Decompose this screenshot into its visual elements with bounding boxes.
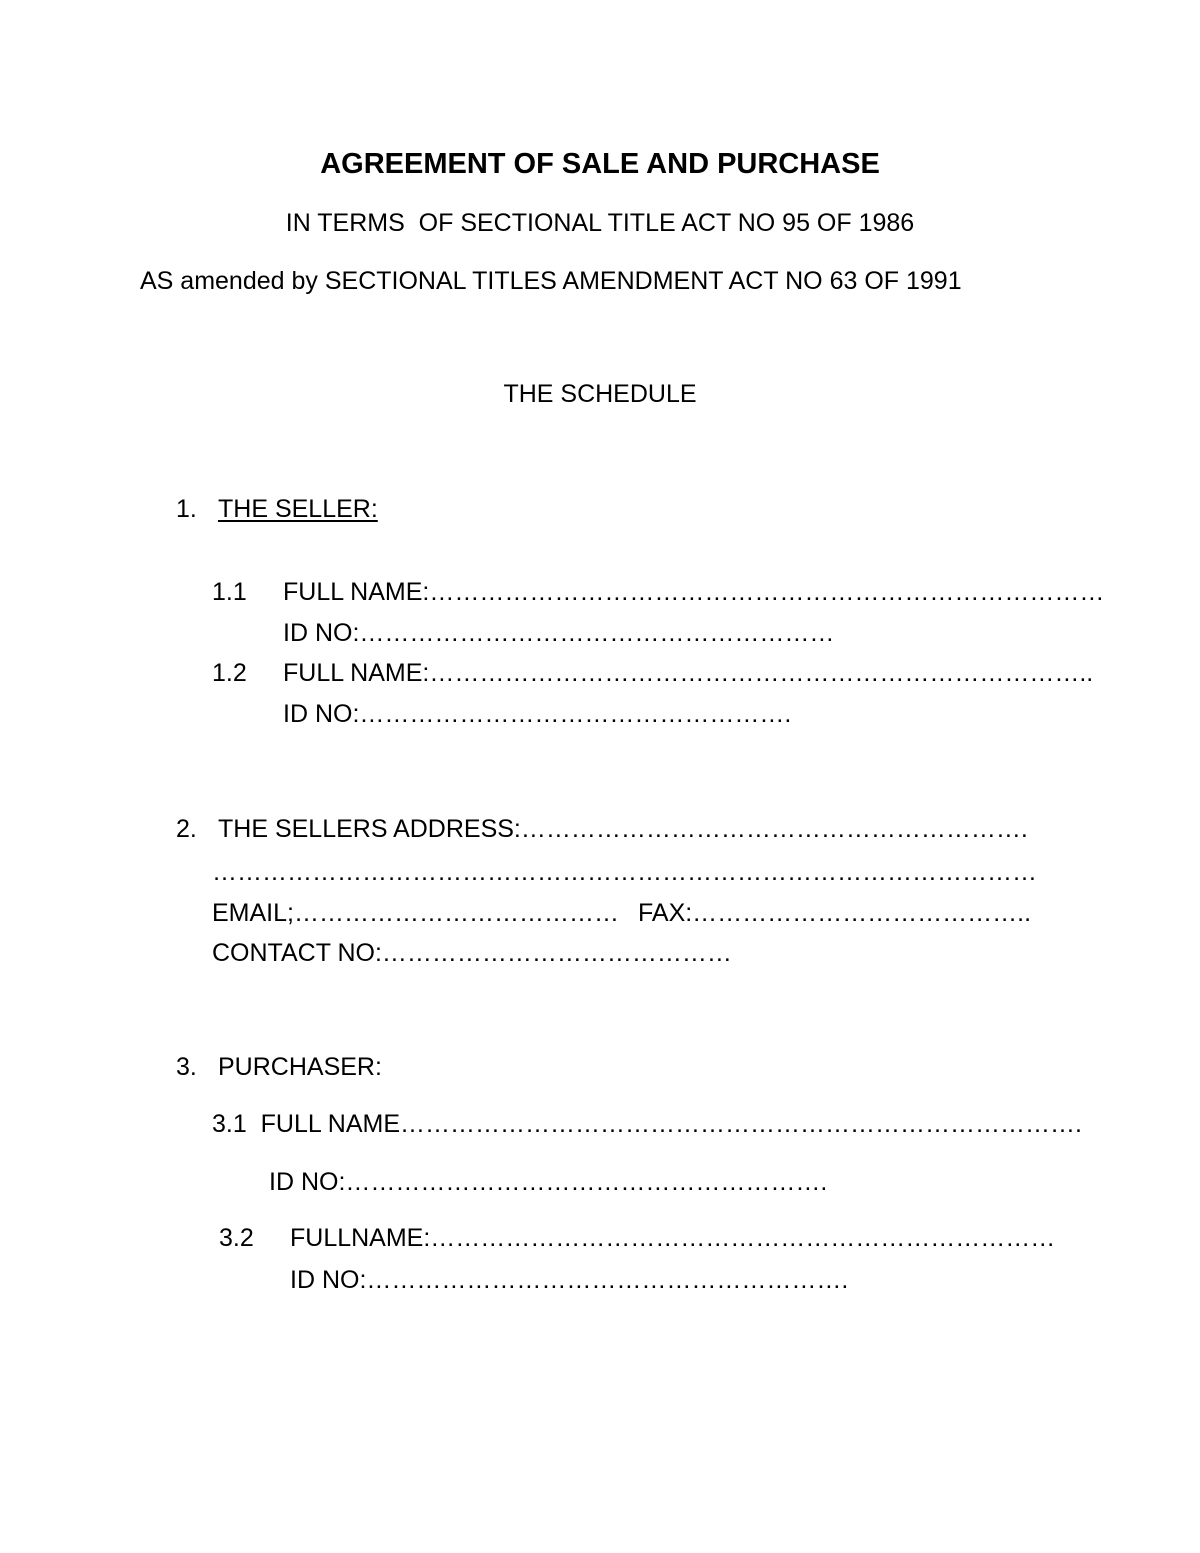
section-number: 3. (176, 1053, 197, 1081)
seller-2-full-name-field: FULL NAME:…………………………………………………………………….. (283, 659, 1094, 687)
section-number: 2. (176, 815, 197, 843)
seller-1-full-name-field: FULL NAME:……………………………………………………………………… (283, 578, 1105, 606)
purchaser-item-2-number: 3.2 (219, 1224, 254, 1252)
fax-field: FAX:………………………………….. (638, 899, 1032, 927)
purchaser-2-full-name-field: FULLNAME:………………………………………………………………… (290, 1224, 1056, 1252)
sellers-address-continuation-field: ……………………………………………………………………………………… (212, 858, 1037, 886)
purchaser-1-id-field: ID NO:…………………………………………………. (269, 1168, 828, 1196)
seller-1-id-field: ID NO:………………………………………………… (283, 619, 835, 647)
seller-item-1-number: 1.1 (212, 578, 247, 606)
schedule-heading: THE SCHEDULE (503, 380, 697, 408)
document-subtitle-act: IN TERMS OF SECTIONAL TITLE ACT NO 95 OF 1986 (285, 209, 915, 237)
seller-heading: THE SELLER: (218, 495, 378, 523)
seller-item-2-number: 1.2 (212, 659, 247, 687)
sellers-address-field: THE SELLERS ADDRESS:……………………………………………………. (218, 815, 1028, 843)
purchaser-2-id-field: ID NO:…………………………………………………. (290, 1266, 849, 1294)
section-number: 1. (176, 495, 197, 523)
purchaser-1-full-name-field: 3.1 FULL NAME………………………………………………………………………. (212, 1110, 1082, 1138)
seller-2-id-field: ID NO:……………………………………………. (283, 700, 792, 728)
document-subtitle-amendment: AS amended by SECTIONAL TITLES AMENDMENT ACT NO 63 OF 1991 (140, 267, 962, 295)
email-field: EMAIL;………………………………… (212, 899, 619, 927)
document-title: AGREEMENT OF SALE AND PURCHASE (320, 148, 880, 180)
purchaser-heading: PURCHASER: (218, 1053, 382, 1081)
contact-number-field: CONTACT NO:…………………………………… (212, 939, 732, 967)
